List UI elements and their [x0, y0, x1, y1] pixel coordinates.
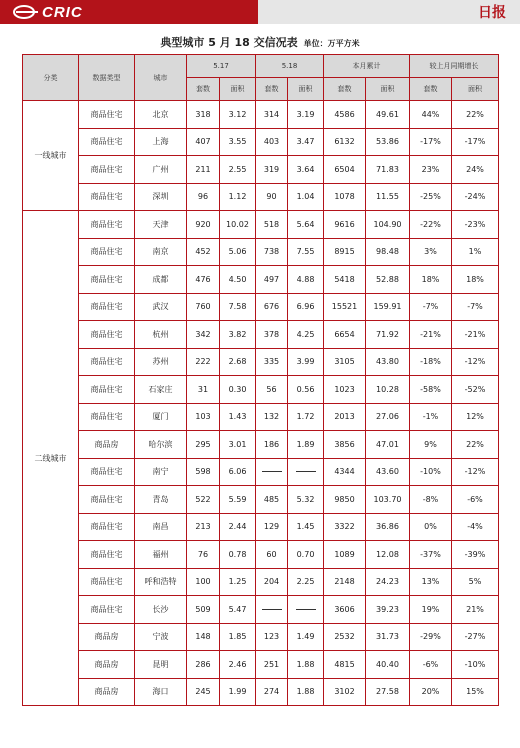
area-518-cell: 1.88: [288, 678, 324, 706]
type-cell: 商品住宅: [79, 403, 135, 431]
area-518-cell: 4.88: [288, 266, 324, 294]
area-month-cell: 52.88: [366, 266, 410, 294]
yoy-sets-cell: -21%: [410, 321, 452, 349]
sets-517-cell: 509: [187, 596, 220, 624]
sets-517-cell: 476: [187, 266, 220, 294]
area-518-cell: 0.70: [288, 541, 324, 569]
type-cell: 商品住宅: [79, 266, 135, 294]
type-cell: 商品住宅: [79, 376, 135, 404]
empty-dash: [262, 471, 282, 472]
type-cell: 商品房: [79, 678, 135, 706]
sets-518-cell: 251: [256, 651, 288, 679]
table-row: [23, 376, 499, 404]
brand-logo-text: CRIC: [42, 3, 83, 21]
sets-month-cell: 1023: [324, 376, 366, 404]
city-cell: 福州: [135, 541, 187, 569]
yoy-area-cell: 22%: [452, 101, 499, 129]
table-row: [23, 403, 499, 431]
sets-517-cell: 100: [187, 568, 220, 596]
header-sets: 套数: [410, 78, 452, 101]
yoy-area-cell: -21%: [452, 321, 499, 349]
area-517-cell: 5.06: [220, 238, 256, 266]
city-cell: 昆明: [135, 651, 187, 679]
header-area: 面积: [220, 78, 256, 101]
yoy-area-cell: 21%: [452, 596, 499, 624]
area-518-cell: 3.64: [288, 156, 324, 184]
city-cell: 青岛: [135, 486, 187, 514]
table-row: [23, 541, 499, 569]
header-city: 城市: [135, 55, 187, 101]
sets-517-cell: 76: [187, 541, 220, 569]
city-cell: 成都: [135, 266, 187, 294]
header-row-1: [23, 55, 499, 78]
sets-month-cell: 4815: [324, 651, 366, 679]
table-title: [0, 34, 520, 50]
area-month-cell: 39.23: [366, 596, 410, 624]
city-cell: 苏州: [135, 348, 187, 376]
sets-month-cell: 1089: [324, 541, 366, 569]
city-cell: 南昌: [135, 513, 187, 541]
type-cell: 商品住宅: [79, 183, 135, 211]
sets-month-cell: 1078: [324, 183, 366, 211]
yoy-sets-cell: -1%: [410, 403, 452, 431]
area-517-cell: 2.55: [220, 156, 256, 184]
sets-month-cell: 3322: [324, 513, 366, 541]
area-517-cell: 3.12: [220, 101, 256, 129]
type-cell: 商品住宅: [79, 211, 135, 239]
area-month-cell: 47.01: [366, 431, 410, 459]
table-row: [23, 293, 499, 321]
title-text: 典型城市 5 月 18 交信况表: [160, 36, 298, 49]
sets-517-cell: 148: [187, 623, 220, 651]
table-row: [23, 183, 499, 211]
area-518-cell: 1.88: [288, 651, 324, 679]
sets-518-cell: 378: [256, 321, 288, 349]
city-cell: 武汉: [135, 293, 187, 321]
sets-month-cell: 2148: [324, 568, 366, 596]
table-row: [23, 513, 499, 541]
header-sets: 套数: [324, 78, 366, 101]
yoy-area-cell: -7%: [452, 293, 499, 321]
sets-month-cell: 4344: [324, 458, 366, 486]
table-row: [23, 238, 499, 266]
header-sets: 套数: [187, 78, 220, 101]
yoy-sets-cell: -17%: [410, 128, 452, 156]
table-row: [23, 651, 499, 679]
area-month-cell: 27.06: [366, 403, 410, 431]
table-row: [23, 321, 499, 349]
sets-month-cell: 6504: [324, 156, 366, 184]
area-month-cell: 43.80: [366, 348, 410, 376]
type-cell: 商品房: [79, 651, 135, 679]
sets-517-cell: 211: [187, 156, 220, 184]
area-517-cell: 3.55: [220, 128, 256, 156]
yoy-area-cell: -12%: [452, 348, 499, 376]
yoy-sets-cell: -10%: [410, 458, 452, 486]
area-517-cell: 10.02: [220, 211, 256, 239]
area-518-cell: [288, 596, 324, 624]
area-517-cell: 7.58: [220, 293, 256, 321]
sets-517-cell: 760: [187, 293, 220, 321]
header-type: 数据类型: [79, 55, 135, 101]
area-month-cell: 31.73: [366, 623, 410, 651]
sets-518-cell: 497: [256, 266, 288, 294]
header-category: 分类: [23, 55, 79, 101]
sets-month-cell: 6654: [324, 321, 366, 349]
yoy-area-cell: 5%: [452, 568, 499, 596]
city-cell: 上海: [135, 128, 187, 156]
city-cell: 北京: [135, 101, 187, 129]
city-cell: 南京: [135, 238, 187, 266]
sets-month-cell: 5418: [324, 266, 366, 294]
table-row: [23, 156, 499, 184]
yoy-sets-cell: -29%: [410, 623, 452, 651]
type-cell: 商品住宅: [79, 458, 135, 486]
table-row: [23, 101, 499, 129]
yoy-sets-cell: -25%: [410, 183, 452, 211]
area-518-cell: 1.89: [288, 431, 324, 459]
area-517-cell: 1.85: [220, 623, 256, 651]
yoy-area-cell: -17%: [452, 128, 499, 156]
yoy-area-cell: -27%: [452, 623, 499, 651]
yoy-sets-cell: 44%: [410, 101, 452, 129]
sets-518-cell: 132: [256, 403, 288, 431]
yoy-area-cell: -10%: [452, 651, 499, 679]
area-month-cell: 10.28: [366, 376, 410, 404]
area-518-cell: 5.32: [288, 486, 324, 514]
area-517-cell: 1.12: [220, 183, 256, 211]
area-518-cell: 1.45: [288, 513, 324, 541]
area-month-cell: 103.70: [366, 486, 410, 514]
area-517-cell: 5.47: [220, 596, 256, 624]
sets-month-cell: 8915: [324, 238, 366, 266]
sets-518-cell: 335: [256, 348, 288, 376]
yoy-sets-cell: -7%: [410, 293, 452, 321]
area-517-cell: 2.46: [220, 651, 256, 679]
yoy-area-cell: 1%: [452, 238, 499, 266]
city-cell: 石家庄: [135, 376, 187, 404]
area-month-cell: 98.48: [366, 238, 410, 266]
sets-518-cell: 518: [256, 211, 288, 239]
yoy-area-cell: 24%: [452, 156, 499, 184]
category-cell: 一线城市: [23, 101, 79, 211]
area-month-cell: 27.58: [366, 678, 410, 706]
sets-518-cell: 123: [256, 623, 288, 651]
area-517-cell: 0.78: [220, 541, 256, 569]
sets-517-cell: 920: [187, 211, 220, 239]
sets-517-cell: 522: [187, 486, 220, 514]
sets-month-cell: 4586: [324, 101, 366, 129]
header-area: 面积: [288, 78, 324, 101]
area-month-cell: 71.83: [366, 156, 410, 184]
sets-month-cell: 9616: [324, 211, 366, 239]
sets-518-cell: 56: [256, 376, 288, 404]
sets-517-cell: 598: [187, 458, 220, 486]
sets-518-cell: 60: [256, 541, 288, 569]
area-517-cell: 1.25: [220, 568, 256, 596]
table-row: [23, 431, 499, 459]
area-month-cell: 104.90: [366, 211, 410, 239]
city-cell: 长沙: [135, 596, 187, 624]
city-cell: 广州: [135, 156, 187, 184]
type-cell: 商品住宅: [79, 238, 135, 266]
yoy-area-cell: -12%: [452, 458, 499, 486]
yoy-sets-cell: 19%: [410, 596, 452, 624]
sets-month-cell: 3606: [324, 596, 366, 624]
yoy-sets-cell: -58%: [410, 376, 452, 404]
header-area: 面积: [452, 78, 499, 101]
empty-dash: [296, 471, 316, 472]
header-date-1: 5.17: [187, 55, 256, 78]
sets-518-cell: 90: [256, 183, 288, 211]
area-518-cell: 2.25: [288, 568, 324, 596]
sets-517-cell: 318: [187, 101, 220, 129]
sets-518-cell: 319: [256, 156, 288, 184]
yoy-area-cell: -4%: [452, 513, 499, 541]
yoy-area-cell: 15%: [452, 678, 499, 706]
yoy-sets-cell: 3%: [410, 238, 452, 266]
sets-517-cell: 96: [187, 183, 220, 211]
sets-month-cell: 2532: [324, 623, 366, 651]
yoy-sets-cell: -22%: [410, 211, 452, 239]
yoy-sets-cell: 18%: [410, 266, 452, 294]
city-cell: 宁波: [135, 623, 187, 651]
yoy-sets-cell: -6%: [410, 651, 452, 679]
sets-518-cell: 676: [256, 293, 288, 321]
header-month-total: 本月累计: [324, 55, 410, 78]
area-518-cell: 6.96: [288, 293, 324, 321]
area-517-cell: 3.82: [220, 321, 256, 349]
sets-517-cell: 286: [187, 651, 220, 679]
report-header: [0, 0, 520, 24]
sets-month-cell: 2013: [324, 403, 366, 431]
transaction-table: [22, 54, 499, 706]
area-month-cell: 159.91: [366, 293, 410, 321]
sets-518-cell: [256, 596, 288, 624]
table-row: [23, 486, 499, 514]
type-cell: 商品住宅: [79, 348, 135, 376]
table-row: [23, 348, 499, 376]
yoy-area-cell: 12%: [452, 403, 499, 431]
sets-518-cell: 129: [256, 513, 288, 541]
unit-text: 单位：万平方米: [303, 39, 360, 48]
city-cell: 呼和浩特: [135, 568, 187, 596]
city-cell: 厦门: [135, 403, 187, 431]
city-cell: 深圳: [135, 183, 187, 211]
sets-517-cell: 103: [187, 403, 220, 431]
type-cell: 商品住宅: [79, 321, 135, 349]
sets-518-cell: [256, 458, 288, 486]
sets-517-cell: 222: [187, 348, 220, 376]
sets-517-cell: 31: [187, 376, 220, 404]
sets-518-cell: 274: [256, 678, 288, 706]
daily-bar: [258, 0, 520, 24]
yoy-sets-cell: 20%: [410, 678, 452, 706]
area-517-cell: 0.30: [220, 376, 256, 404]
header-yoy: 较上月同期增长: [410, 55, 499, 78]
category-cell: 二线城市: [23, 211, 79, 706]
area-517-cell: 2.44: [220, 513, 256, 541]
yoy-sets-cell: -37%: [410, 541, 452, 569]
area-517-cell: 3.01: [220, 431, 256, 459]
sets-517-cell: 452: [187, 238, 220, 266]
area-month-cell: 40.40: [366, 651, 410, 679]
table-row: [23, 568, 499, 596]
sets-518-cell: 204: [256, 568, 288, 596]
type-cell: 商品房: [79, 431, 135, 459]
sets-month-cell: 6132: [324, 128, 366, 156]
yoy-area-cell: 18%: [452, 266, 499, 294]
sets-517-cell: 245: [187, 678, 220, 706]
area-518-cell: 4.25: [288, 321, 324, 349]
yoy-area-cell: -6%: [452, 486, 499, 514]
table-body: [23, 101, 499, 706]
type-cell: 商品住宅: [79, 513, 135, 541]
area-518-cell: 3.47: [288, 128, 324, 156]
area-518-cell: 3.99: [288, 348, 324, 376]
area-518-cell: 7.55: [288, 238, 324, 266]
sets-month-cell: 3105: [324, 348, 366, 376]
yoy-area-cell: -39%: [452, 541, 499, 569]
area-518-cell: [288, 458, 324, 486]
sets-month-cell: 15521: [324, 293, 366, 321]
area-517-cell: 1.99: [220, 678, 256, 706]
area-518-cell: 5.64: [288, 211, 324, 239]
header-date-2: 5.18: [256, 55, 324, 78]
type-cell: 商品住宅: [79, 156, 135, 184]
brand-bar: [0, 0, 258, 24]
table-row: [23, 266, 499, 294]
type-cell: 商品住宅: [79, 101, 135, 129]
sets-month-cell: 3102: [324, 678, 366, 706]
area-518-cell: 1.72: [288, 403, 324, 431]
area-517-cell: 2.68: [220, 348, 256, 376]
sets-518-cell: 314: [256, 101, 288, 129]
header-area: 面积: [366, 78, 410, 101]
type-cell: 商品房: [79, 623, 135, 651]
type-cell: 商品住宅: [79, 128, 135, 156]
area-month-cell: 43.60: [366, 458, 410, 486]
type-cell: 商品住宅: [79, 486, 135, 514]
yoy-sets-cell: 23%: [410, 156, 452, 184]
area-517-cell: 4.50: [220, 266, 256, 294]
area-month-cell: 11.55: [366, 183, 410, 211]
sets-517-cell: 295: [187, 431, 220, 459]
area-517-cell: 1.43: [220, 403, 256, 431]
yoy-sets-cell: 0%: [410, 513, 452, 541]
sets-517-cell: 213: [187, 513, 220, 541]
type-cell: 商品住宅: [79, 596, 135, 624]
table-row: [23, 623, 499, 651]
sets-518-cell: 738: [256, 238, 288, 266]
area-518-cell: 3.19: [288, 101, 324, 129]
table-row: [23, 678, 499, 706]
area-month-cell: 53.86: [366, 128, 410, 156]
sets-518-cell: 485: [256, 486, 288, 514]
sets-518-cell: 186: [256, 431, 288, 459]
city-cell: 天津: [135, 211, 187, 239]
empty-dash: [296, 609, 316, 610]
yoy-area-cell: -24%: [452, 183, 499, 211]
daily-badge: 日报: [478, 5, 506, 21]
area-month-cell: 71.92: [366, 321, 410, 349]
yoy-area-cell: 22%: [452, 431, 499, 459]
city-cell: 哈尔滨: [135, 431, 187, 459]
sets-518-cell: 403: [256, 128, 288, 156]
sets-517-cell: 342: [187, 321, 220, 349]
sets-month-cell: 9850: [324, 486, 366, 514]
area-month-cell: 49.61: [366, 101, 410, 129]
type-cell: 商品住宅: [79, 568, 135, 596]
city-cell: 海口: [135, 678, 187, 706]
area-518-cell: 1.49: [288, 623, 324, 651]
table-row: [23, 128, 499, 156]
area-month-cell: 24.23: [366, 568, 410, 596]
area-month-cell: 36.86: [366, 513, 410, 541]
header-sets: 套数: [256, 78, 288, 101]
area-month-cell: 12.08: [366, 541, 410, 569]
city-cell: 杭州: [135, 321, 187, 349]
city-cell: 南宁: [135, 458, 187, 486]
area-518-cell: 0.56: [288, 376, 324, 404]
yoy-sets-cell: -18%: [410, 348, 452, 376]
yoy-sets-cell: 13%: [410, 568, 452, 596]
empty-dash: [262, 609, 282, 610]
yoy-sets-cell: 9%: [410, 431, 452, 459]
table-row: [23, 458, 499, 486]
area-517-cell: 6.06: [220, 458, 256, 486]
area-518-cell: 1.04: [288, 183, 324, 211]
yoy-area-cell: -23%: [452, 211, 499, 239]
sets-month-cell: 3856: [324, 431, 366, 459]
table-row: [23, 596, 499, 624]
yoy-sets-cell: -8%: [410, 486, 452, 514]
table-row: [23, 211, 499, 239]
sets-517-cell: 407: [187, 128, 220, 156]
yoy-area-cell: -52%: [452, 376, 499, 404]
area-517-cell: 5.59: [220, 486, 256, 514]
cric-logo-icon: [12, 4, 40, 20]
type-cell: 商品住宅: [79, 293, 135, 321]
type-cell: 商品住宅: [79, 541, 135, 569]
